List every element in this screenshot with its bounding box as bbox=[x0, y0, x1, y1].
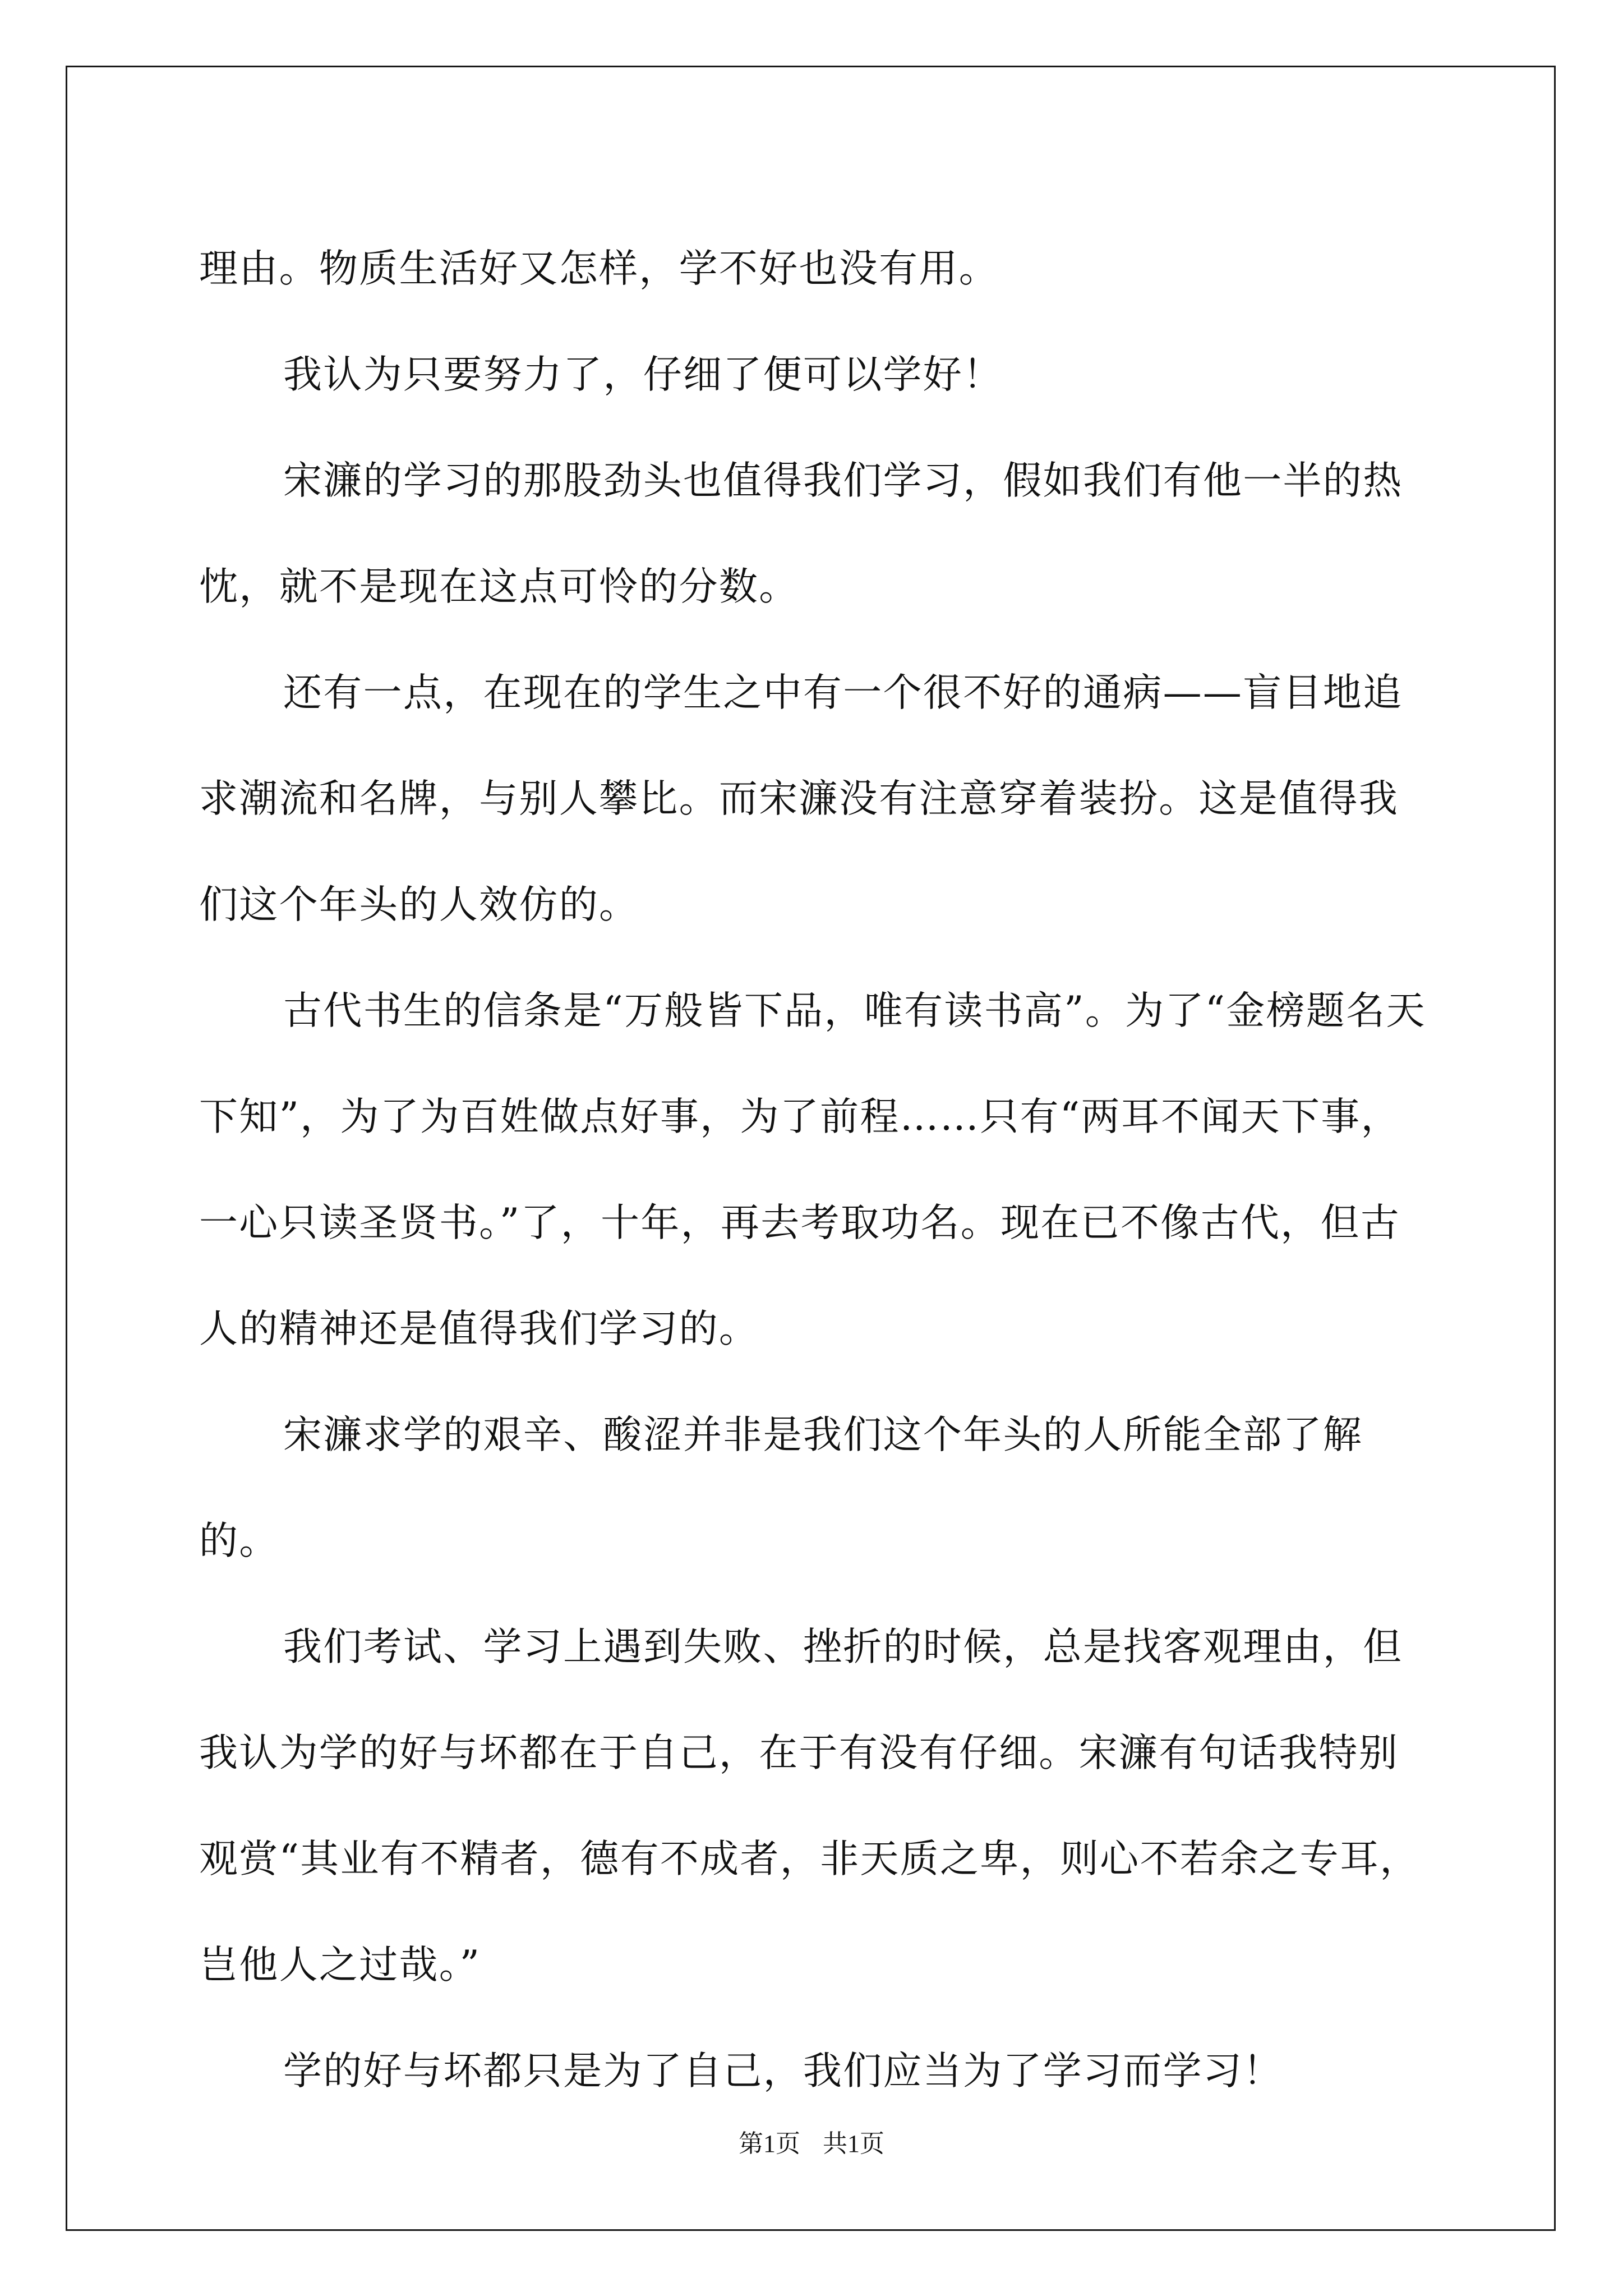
page-total: 共1页 bbox=[823, 2130, 884, 2157]
paragraph-3: 宋濂的学习的那股劲头也值得我们学习，假如我们有他一半的热忱，就不是现在这点可怜的分数。 bbox=[199, 458, 1403, 609]
document-body bbox=[199, 216, 1436, 2124]
page-footer bbox=[0, 2127, 1623, 2161]
paragraph-6: 宋濂求学的艰辛、酸涩并非是我们这个年头的人所能全部了解的。 bbox=[199, 1412, 1363, 1563]
paragraph-8: 学的好与坏都只是为了自己，我们应当为了学习而学习！ bbox=[283, 2049, 1283, 2093]
paragraph-7: 我们考试、学习上遇到失败、挫折的时候，总是找客观理由，但我认为学的好与坏都在于自己，在于有没有仔细。宋濂有句话我特别观赏“其业有不精者，德有不成者，非天质之卑，则心不若余之专耳，岂他人之过哉。” bbox=[199, 1625, 1420, 1987]
paragraph-1: 理由。物质生活好又怎样，学不好也没有用。 bbox=[199, 246, 999, 291]
paragraph-5: 古代书生的信条是“万般皆下品，唯有读书高”。为了“金榜题名天下知”，为了为百姓做点好事，为了前程……只有“两耳不闻天下事，一心只读圣贤书。”了，十年，再去考取功名。现在已不像古代，但古人的精神还是值得我们学习的。 bbox=[199, 988, 1426, 1351]
paragraph-2: 我认为只要努力了，仔细了便可以学好！ bbox=[283, 352, 1003, 397]
page-number: 第1页 bbox=[739, 2130, 800, 2157]
paragraph-4: 还有一点，在现在的学生之中有一个很不好的通病——盲目地追求潮流和名牌，与别人攀比。而宋濂没有注意穿着装扮。这是值得我们这个年头的人效仿的。 bbox=[199, 670, 1403, 927]
